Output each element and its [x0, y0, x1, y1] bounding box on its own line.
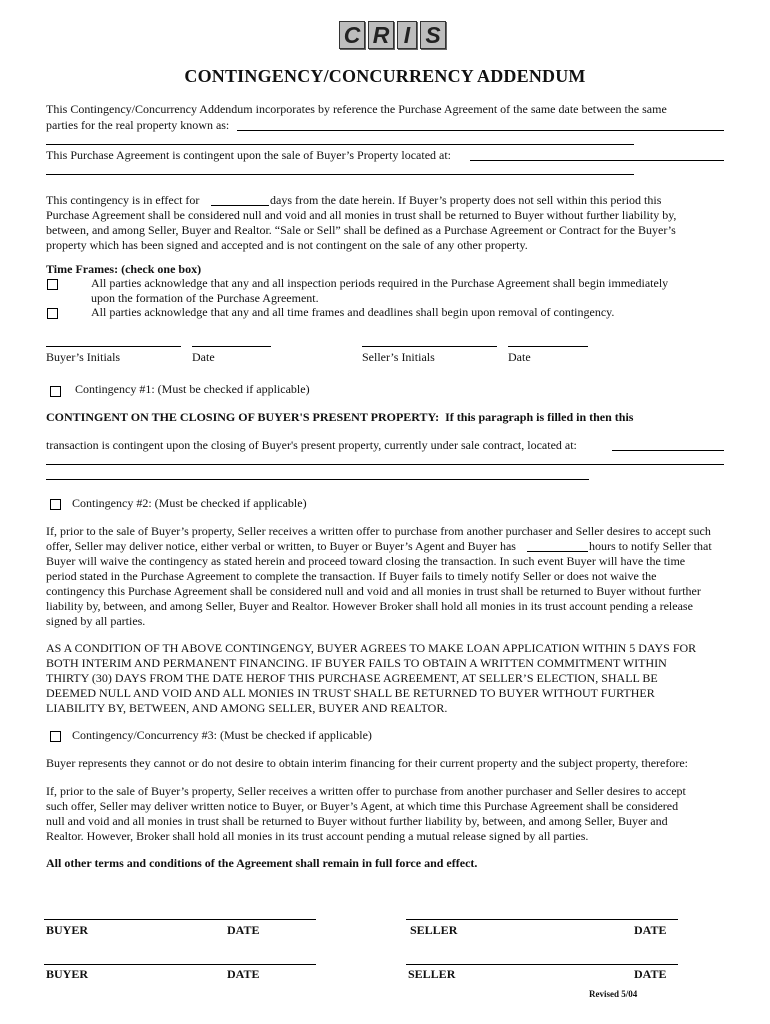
buyer-label-1: BUYER: [46, 923, 89, 937]
contingency-2-p2-line-5: LIABILITY BY, BETWEEN, AND AMONG SELLER, BUYER AND REALTOR.: [46, 701, 448, 715]
contingency-1-heading: CONTINGENT ON THE CLOSING OF BUYER'S PRESENT PROPERTY: If this paragraph is filled in then this: [46, 410, 634, 424]
buyer-initials-field[interactable]: [46, 346, 181, 347]
buyer-date-label-2: DATE: [227, 967, 260, 981]
buyer-signature-line-1[interactable]: [44, 919, 316, 920]
property-address-field[interactable]: [237, 130, 724, 131]
seller-date-label-2: DATE: [634, 967, 667, 981]
seller-date-label-1: DATE: [634, 923, 667, 937]
contingency-2-p1-line-5: contingency this Purchase Agreement shall be considered null and void and all monies in trust shall be returned to Buyer without further: [46, 584, 701, 598]
buyer-label-2: BUYER: [46, 967, 89, 981]
present-property-field-3[interactable]: [46, 479, 589, 480]
contingency-3-label: Contingency/Concurrency #3: (Must be checked if applicable): [72, 728, 372, 742]
contingency-2-p2-line-4: DEEMED NULL AND VOID AND ALL MONIES IN TRUST SHALL BE RETURNED TO BUYER WITHOUT FURTHER: [46, 686, 655, 700]
contingency-2-p2-line-1: AS A CONDITION OF TH ABOVE CONTINGENGY, BUYER AGREES TO MAKE LOAN APPLICATION WITHIN 5 DAYS FOR: [46, 641, 697, 655]
contingency-2-p1-line-6: liability by, between, and among Seller, Buyer and Realtor. However Broker shall hold all monies in its trust account pending a release: [46, 599, 693, 613]
buyer-initials-date-field[interactable]: [192, 346, 271, 347]
contingency-2-p1-line-2a: offer, Seller may deliver notice, either verbal or written, to Buyer or Buyer’s Agent and Buyer has: [46, 539, 516, 553]
seller-label-1: SELLER: [410, 923, 458, 937]
time-frame-option-1-line-1: All parties acknowledge that any and all inspection periods required in the Purchase Agreement shall begin immediately: [91, 276, 669, 290]
effect-line-4: property which has been signed and accepted and is not contingent on the sale of any other property.: [46, 238, 528, 252]
contingency-2-p1-line-7: signed by all parties.: [46, 614, 146, 628]
contingency-1-checkbox[interactable]: [50, 386, 61, 397]
revision-note: Revised 5/04: [589, 989, 638, 999]
logo-letter: C: [339, 21, 365, 49]
closing-statement: All other terms and conditions of the Agreement shall remain in full force and effect.: [46, 856, 478, 870]
present-property-field[interactable]: [612, 450, 724, 451]
logo-letter: R: [368, 21, 394, 49]
contingency-3-p1: Buyer represents they cannot or do not desire to obtain interim financing for their current property and the subject property, therefore:: [46, 756, 688, 770]
buyer-date-label-1: DATE: [227, 923, 260, 937]
buyer-property-field-2[interactable]: [46, 174, 634, 175]
seller-date-label: Date: [508, 350, 531, 364]
buyer-date-label: Date: [192, 350, 215, 364]
present-property-field-2[interactable]: [46, 464, 724, 465]
contingency-2-p2-line-3: THIRTY (30) DAYS FROM THE DATE HEROF THIS PURCHASE AGREEMENT, AT SELLER’S ELECTION, SHALL BE: [46, 671, 658, 685]
time-frame-option-2-checkbox[interactable]: [47, 308, 58, 319]
effect-line-2: Purchase Agreement shall be considered null and void and all monies in trust shall be returned to Buyer without further liability by,: [46, 208, 677, 222]
days-field[interactable]: [211, 205, 269, 206]
contingency-2-p1-line-2b: hours to notify Seller that: [589, 539, 712, 553]
hours-field[interactable]: [527, 551, 588, 552]
contingency-2-p1-line-4: period stated in the Purchase Agreement to complete the transaction. If Buyer fails to timely notify Seller or does not waive the: [46, 569, 657, 583]
contingency-3-p2-line-4: Realtor. However, Broker shall hold all monies in its trust account pending a mutual release signed by all parties.: [46, 829, 589, 843]
contingency-3-checkbox[interactable]: [50, 731, 61, 742]
buyer-signature-line-2[interactable]: [44, 964, 316, 965]
contingency-2-p2-line-2: BOTH INTERIM AND PERMANENT FINANCING. IF BUYER FAILS TO OBTAIN A WRITTEN COMMITMENT WITHIN: [46, 656, 667, 670]
contingency-2-p1-line-1: If, prior to the sale of Buyer’s property, Seller receives a written offer to purchase from another purchaser and Seller desires to accept such: [46, 524, 711, 538]
seller-signature-line-2[interactable]: [406, 964, 678, 965]
seller-signature-line-1[interactable]: [406, 919, 678, 920]
time-frame-option-2: All parties acknowledge that any and all time frames and deadlines shall begin upon removal of contingency.: [91, 305, 615, 319]
logo-letter: S: [420, 21, 446, 49]
effect-line-1b: days from the date herein. If Buyer’s property does not sell within this period this: [270, 193, 662, 207]
intro-line-1: This Contingency/Concurrency Addendum incorporates by reference the Purchase Agreement of the same date between the same: [46, 102, 667, 116]
seller-label-2: SELLER: [408, 967, 456, 981]
contingency-1-text: transaction is contingent upon the closing of Buyer's present property, currently under sale contract, located at:: [46, 438, 577, 452]
buyer-property-field[interactable]: [470, 160, 724, 161]
contingency-2-label: Contingency #2: (Must be checked if applicable): [72, 496, 307, 510]
time-frame-option-1-line-2: upon the formation of the Purchase Agreement.: [91, 291, 319, 305]
contingency-1-label: Contingency #1: (Must be checked if applicable): [75, 382, 310, 396]
logo-letter: I: [397, 21, 417, 49]
contingency-2-p1-line-3: Buyer will waive the contingency as stated herein and proceed toward closing the transaction. In such event Buyer will have the time: [46, 554, 686, 568]
buyer-initials-label: Buyer’s Initials: [46, 350, 121, 364]
time-frames-heading: Time Frames: (check one box): [46, 262, 202, 276]
effect-line-1a: This contingency is in effect for: [46, 193, 200, 207]
intro-line-2: parties for the real property known as:: [46, 118, 230, 132]
contingency-2-checkbox[interactable]: [50, 499, 61, 510]
seller-initials-date-field[interactable]: [508, 346, 588, 347]
effect-line-3: between, and among Seller, Buyer and Realtor. “Sale or Sell” shall be defined as a Purchase Agreement or Contract for the Buyer’s: [46, 223, 676, 237]
contingency-3-p2-line-2: such offer, Seller may deliver written notice to Buyer, or Buyer’s Agent, at which time this Purchase Agreement shall be considered: [46, 799, 679, 813]
time-frame-option-1-checkbox[interactable]: [47, 279, 58, 290]
contingency-3-p2-line-3: null and void and all monies in trust shall be returned to Buyer without further liability by, between, and among Seller, Buyer and: [46, 814, 668, 828]
seller-initials-label: Seller’s Initials: [362, 350, 435, 364]
contingent-sale-text: This Purchase Agreement is contingent upon the sale of Buyer’s Property located at:: [46, 148, 452, 162]
seller-initials-field[interactable]: [362, 346, 497, 347]
property-address-field-2[interactable]: [46, 144, 634, 145]
cris-logo: [339, 21, 446, 49]
document-title: CONTINGENCY/CONCURRENCY ADDENDUM: [184, 66, 586, 86]
contingency-3-p2-line-1: If, prior to the sale of Buyer’s property, Seller receives a written offer to purchase from another purchaser and Seller desires to accept: [46, 784, 686, 798]
